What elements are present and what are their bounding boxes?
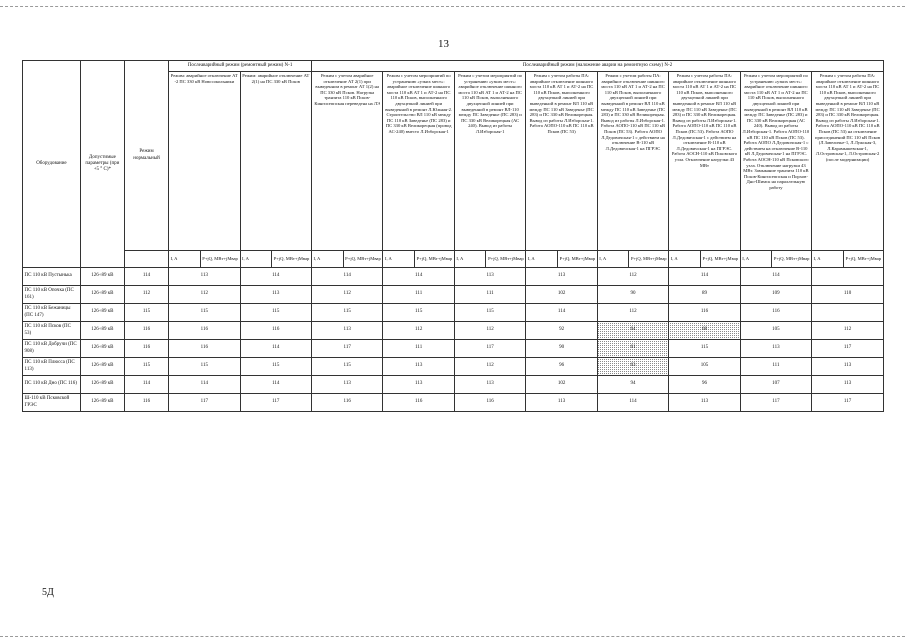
row-params: 126÷89 кВ: [80, 358, 124, 376]
scenario-value: 117: [169, 394, 240, 412]
row-equipment-name: ПС 110 кВ Опочка (ПС 161): [23, 286, 81, 304]
scenario-value: 111: [383, 286, 454, 304]
scenario-value: 113: [383, 376, 454, 394]
scenario-5: Режим с учетом мероприятий по устранению «узких мест»: аварийное отключение шинного моста 110 кВ АТ 1 и АТ-2 на ПС 110 кВ Псков, выполненного двухцепной линией при выведенной в ремонт ВЛ-110 между ПС Заведенье (ПС 283) и ПС 330 кВ Великорецкая (АС 240). Вывод из работы Л.Изборская-1: [454, 72, 525, 251]
scenario-value: 116: [383, 394, 454, 412]
table-row: [23, 286, 884, 304]
table-body: [23, 268, 884, 412]
scenario-value: 116: [169, 322, 240, 340]
scenario-value: 113: [454, 376, 525, 394]
scenario-value: 113: [311, 376, 382, 394]
scenario-value: 117: [812, 340, 884, 358]
header-equipment: Оборудование: [23, 61, 81, 268]
scenario-value: 94: [597, 376, 668, 394]
scenario-value: 112: [169, 286, 240, 304]
scenario-value: 105: [669, 358, 740, 376]
scenario-value: 117: [240, 394, 311, 412]
row-equipment-name: ПС 110 кВ Пустынька: [23, 268, 81, 286]
subheader-i: I, A: [669, 251, 701, 268]
scenario-value: 112: [812, 322, 884, 340]
scenario-value: 64: [597, 322, 668, 340]
normal-mode-value: 115: [124, 358, 168, 376]
subheader-i: I, A: [454, 251, 486, 268]
scenario-4: Режим с учетом мероприятий по устранению «узких мест»: аварийное отключение шинного моста 110 кВ АТ 1 и АТ-2 на ПС 110 кВ Псков, выполненного двухцепной линией при выведенной в ремонт Л.Южная-2. Строительство ВЛ 110 кВ между ПС 110 кВ Заведенье (ПС 283) и ПС 330 кВ Великорецкая (провод АС-240) вместо Л.Изборская-1: [383, 72, 454, 251]
table-row: [23, 340, 884, 358]
row-params: 126÷89 кВ: [80, 394, 124, 412]
scenario-3: Режим с учетом аварийное отключение АТ 2(1) при выведенном в ремонт АТ 1(2) на ПС 330 кВ Псков. Нагрузка транзита 110 кВ Псков-Кингисеппская переведена на ЛЭ: [311, 72, 382, 251]
scenario-value: 96: [669, 376, 740, 394]
scenario-1: Режим: аварийное отключение АТ -2 ПС 330 кВ Новосокольники: [169, 72, 240, 251]
scenario-value: 63: [597, 358, 668, 376]
row-params: 126÷89 кВ: [80, 304, 124, 322]
scenario-value: 115: [169, 358, 240, 376]
subheader-i: I, A: [812, 251, 844, 268]
scenario-value: 116: [240, 322, 311, 340]
subheader-normal: [124, 251, 168, 268]
row-params: 126÷89 кВ: [80, 322, 124, 340]
scenario-value: 68: [669, 322, 740, 340]
normal-mode-value: 112: [124, 286, 168, 304]
subheader-i: I, A: [240, 251, 272, 268]
scenario-value: 115: [669, 340, 740, 358]
table-row: [23, 358, 884, 376]
row-params: 126÷89 кВ: [80, 376, 124, 394]
row-params: 126÷89 кВ: [80, 286, 124, 304]
scenario-value: 114: [169, 376, 240, 394]
subheader-p: P+jQ, МВт+jМвар: [486, 251, 526, 268]
scenario-value: 115: [311, 358, 382, 376]
table-row: [23, 304, 884, 322]
subheader-p: P+jQ, МВт+jМвар: [557, 251, 597, 268]
scenario-value: 115: [454, 304, 525, 322]
scenario-value: 113: [240, 286, 311, 304]
scenario-value: 115: [169, 304, 240, 322]
scenario-value: 113: [669, 394, 740, 412]
scenario-2: Режим: аварийное отключение АТ 2(1) на ПС 330 кВ Псков: [240, 72, 311, 251]
scenario-value: 61: [597, 340, 668, 358]
page-number: 13: [438, 38, 449, 50]
subheader-p: P+jQ, МВт+jМвар: [629, 251, 669, 268]
scenario-value: 105: [740, 322, 811, 340]
subheader-p: P+jQ, МВт+jМвар: [843, 251, 883, 268]
table-row: [23, 376, 884, 394]
subheader-i: I, A: [740, 251, 772, 268]
scenario-value: 112: [454, 358, 525, 376]
scenario-value: 112: [311, 286, 382, 304]
scenario-value: 116: [311, 394, 382, 412]
header-normal: Режим нормальный: [124, 61, 168, 251]
scenario-value: 112: [383, 322, 454, 340]
subheader-p: P+jQ, МВт+jМвар: [343, 251, 383, 268]
scenario-value: 117: [740, 394, 811, 412]
scenario-value: 116: [669, 304, 740, 322]
scenario-value: 113: [383, 358, 454, 376]
subheader-p: P+jQ, МВт+jМвар: [272, 251, 312, 268]
scenario-value: 112: [454, 322, 525, 340]
scenario-value: 112: [597, 304, 668, 322]
subheader-p: P+jQ, МВт+jМвар: [414, 251, 454, 268]
scenario-value: 113: [454, 268, 525, 286]
scenario-value: 102: [526, 286, 597, 304]
normal-mode-value: 116: [124, 394, 168, 412]
empty-cell: [812, 304, 884, 322]
scenario-value: 117: [454, 340, 525, 358]
row-params: 126÷89 кВ: [80, 268, 124, 286]
scenario-value: 117: [812, 394, 884, 412]
scenario-value: 90: [526, 340, 597, 358]
scenario-10: Режим с учетом работы ПА: аварийное отключение шинного моста 110 кВ АТ 1 и АТ-2 на ПС 110 кВ Псков, выполненного двухцепной линией при выведенной в ремонт ВЛ 110 кВ между ПС 110 кВ Заведенье (ПС 283) и ПС 330 кВ Великорецкая. Вывод из работы Л.Изборская-1. Работа АОПО-110 кВ ПС 110 кВ Псков (ПС 53) на отключение присоединений ПС 110 кВ Псков (Л.Завеличье-1, Л.Лужская-3, Л.Карамышевская-1, Л.Островская-1, Л.Островская-2 (после модернизации): [812, 72, 884, 251]
table-row: [23, 268, 884, 286]
row-equipment-name: ПС 110 кВ Псков (ПС 53): [23, 322, 81, 340]
scenario-value: 109: [740, 286, 811, 304]
empty-cell: [812, 268, 884, 286]
row-equipment-name: ПС 110 кВ Дно (ПС 116): [23, 376, 81, 394]
subheader-i: I, A: [169, 251, 201, 268]
scenario-7: Режим с учетом работы ПА: аварийное отключение шинного моста 110 кВ АТ 1 и АТ-2 на ПС 110 кВ Псков, выполненного двухцепной линией при выведенной в ремонт ВЛ 110 кВ между ПС 110 кВ Заведенье (ПС 283) и ПС 330 кВ Великорецкая. Вывод из работы Л.Изборская-1. Работа АОПО-110 кВ ПС 110 кВ Псков (ПС 53). Работа АОПО Л.Дедовичская-1 с действием на отключение В-110 кВ Л.Дедовичская-1 на ПГРЭС: [597, 72, 668, 251]
row-params: 126÷89 кВ: [80, 340, 124, 358]
scenario-value: 113: [526, 394, 597, 412]
row-equipment-name: ПС 110 кВ Бежаницы (ПС 147): [23, 304, 81, 322]
row-equipment-name: ПС 110 кВ Добручи (ПС 908): [23, 340, 81, 358]
subheader-i: I, A: [597, 251, 629, 268]
scenario-value: 113: [169, 268, 240, 286]
scenario-value: 113: [812, 358, 884, 376]
scenario-value: 114: [383, 268, 454, 286]
subheader-p: P+jQ, МВт+jМвар: [772, 251, 812, 268]
table-row: [23, 322, 884, 340]
scenario-value: 115: [240, 358, 311, 376]
row-equipment-name: ПС 110 кВ Плюсса (ПС 113): [23, 358, 81, 376]
scenario-value: 113: [812, 376, 884, 394]
scenario-8: Режим с учетом работы ПА: аварийное отключение шинного моста 110 кВ АТ 1 и АТ-2 на ПС 110 кВ Псков, выполненного двухцепной линией при выведенной в ремонт ВЛ 110 кВ между ПС 110 кВ Заведенье (ПС 283) и ПС 330 кВ Великорецкая. Вывод из работы Л.Изборская-1. Работа АОПО-110 кВ ПС 110 кВ Псков (ПС 53). Работа АОПО Л.Дедовичская-1 с действием на отключение В-110 кВ Л.Дедовичская-1 на ПГРЭС. Работа АОСН-110 кВ Псковского узла. Отключение нагрузки 43 МВт: [669, 72, 740, 251]
power-modes-table: [22, 60, 884, 412]
scenario-value: 110: [812, 286, 884, 304]
scenario-value: 111: [383, 340, 454, 358]
subheader-i: I, A: [311, 251, 343, 268]
scenario-value: 111: [740, 358, 811, 376]
scenario-value: 92: [526, 322, 597, 340]
scenario-9: Режим с учетом мероприятий по устранению «узких мест»: аварийное отключение шинного моста 110 кВ АТ 1 и АТ-2 на ПС 110 кВ Псков, выполненного двухцепной линией при выведенной в ремонт ВЛ 110 кВ между ПС Заведенье (ПС 283) и ПС 330 кВ Великорецкая (АС 240). Вывод из работы Л.Изборская-1. Работа АОПО-110 кВ ПС 110 кВ Псков (ПС 53). Работа АОПО Л.Дедовичская-1 с действием на отключение В-110 кВ Л.Дедовичская-1 на ПГРЭС. Работа АОСН-110 кВ Псковского узла. Отключение нагрузки 43 МВт. Замыкание транзита 110 кВ Псков-Кингисеппская и Порхов-Дно-Шимск на параллельную работу: [740, 72, 811, 251]
scenario-value: 114: [597, 394, 668, 412]
scenario-value: 115: [240, 304, 311, 322]
table-row: [23, 394, 884, 412]
scenario-value: 96: [526, 358, 597, 376]
scenario-value: 114: [740, 268, 811, 286]
row-equipment-name: Ш-110 кВ Псковской ГРЭС: [23, 394, 81, 412]
scenario-value: 107: [740, 376, 811, 394]
header-post-n1: Послеаварийный режим (ремонтный режим) N-1: [169, 61, 312, 72]
normal-mode-value: 116: [124, 340, 168, 358]
scenario-value: 114: [669, 268, 740, 286]
bottom-edge-line: [0, 636, 905, 637]
scenario-value: 90: [597, 286, 668, 304]
scenario-value: 115: [383, 304, 454, 322]
scenario-value: 117: [311, 340, 382, 358]
header-post-n2: Послеаварийный режим (наложение аварии на ремонтную схему) N-2: [311, 61, 883, 72]
normal-mode-value: 116: [124, 322, 168, 340]
scenario-value: 116: [169, 340, 240, 358]
scenario-value: 112: [597, 268, 668, 286]
scenario-value: 116: [740, 304, 811, 322]
scenario-6: Режим с учетом работы ПА: аварийное отключение шинного моста 110 кВ АТ 1 и АТ-2 на ПС 110 кВ Псков, выполненного двухцепной линией при выведенной в ремонт ВЛ 110 кВ между ПС 110 кВ Заведенье (ПС 283) и ПС 330 кВ Великорецкая. Вывод из работы Л.Изборская-1. Работа АОПО-110 кВ ПС 110 кВ Псков (ПС 53): [526, 72, 597, 251]
scenario-value: 114: [240, 268, 311, 286]
scenario-value: 113: [311, 322, 382, 340]
subheader-i: I, A: [526, 251, 558, 268]
scenario-value: 114: [240, 376, 311, 394]
scenario-value: 114: [526, 304, 597, 322]
scenario-value: 116: [454, 394, 525, 412]
scenario-value: 113: [526, 268, 597, 286]
subheader-i: I, A: [383, 251, 415, 268]
subheader-p: P+jQ, МВт+jМвар: [700, 251, 740, 268]
normal-mode-value: 115: [124, 304, 168, 322]
scenario-value: 113: [740, 340, 811, 358]
scenario-value: 114: [311, 268, 382, 286]
normal-mode-value: 114: [124, 268, 168, 286]
footer-mark: 5Д: [42, 587, 54, 598]
scenario-value: 102: [526, 376, 597, 394]
normal-mode-value: 114: [124, 376, 168, 394]
header-params: Допустимые параметры (при +5 ° С)*: [80, 61, 124, 268]
subheader-p: P+jQ, МВт+jМвар: [200, 251, 240, 268]
scenario-value: 111: [454, 286, 525, 304]
scenario-value: 115: [311, 304, 382, 322]
scenario-value: 89: [669, 286, 740, 304]
scenario-value: 114: [240, 340, 311, 358]
top-edge-line: [0, 6, 905, 7]
